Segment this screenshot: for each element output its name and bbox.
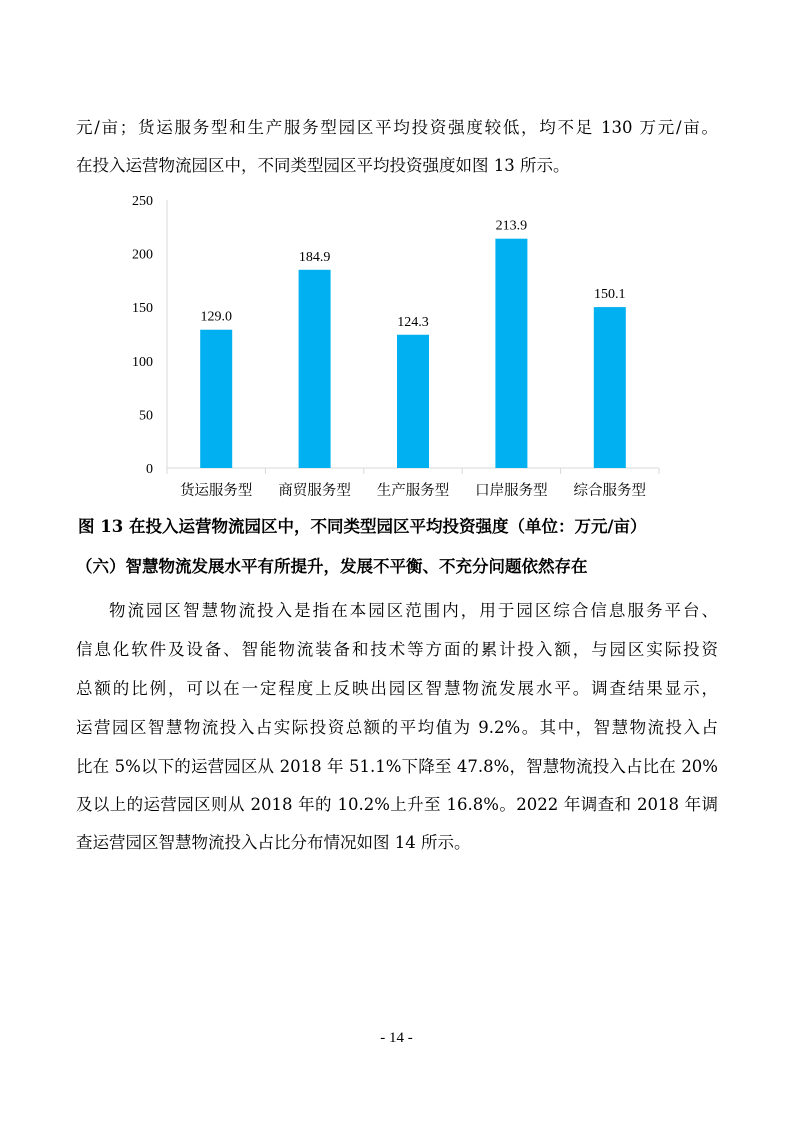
page-number: - 14 - (380, 1030, 413, 1046)
x-tick-label: 生产服务型 (376, 483, 450, 499)
body-text-line: 元/亩；货运服务型和生产服务型园区平均投资强度较低，均不足 130 万元/亩。 (76, 118, 718, 137)
y-tick-label: 50 (139, 408, 153, 424)
y-tick-label: 150 (132, 301, 153, 317)
x-tick-label: 商贸服务型 (278, 483, 351, 499)
bar (594, 307, 626, 468)
data-label: 213.9 (495, 218, 528, 234)
paragraph-line: 查运营园区智慧物流投入占比分布情况如图 14 所示。 (76, 833, 471, 852)
y-tick-label: 250 (132, 194, 153, 209)
y-tick-label: 100 (132, 354, 153, 370)
section-heading: （六）智慧物流发展水平有所提升，发展不平衡、不充分问题依然存在 (76, 557, 588, 576)
paragraph-line: 比在 5%以下的运营园区从 2018 年 51.1%下降至 47.8%，智慧物流投入占比在 20% (76, 757, 718, 776)
paragraph-line: 物流园区智慧物流投入是指在本园区范围内，用于园区综合信息服务平台、 (109, 601, 718, 620)
x-tick-label: 货运服务型 (179, 483, 253, 499)
bar-chart (0, 0, 793, 510)
bar (200, 330, 232, 468)
paragraph-line: 及以上的运营园区则从 2018 年的 10.2%上升至 16.8%。2022 年调查和 2018 年调 (76, 795, 718, 814)
paragraph-line: 运营园区智慧物流投入占实际投资总额的平均值为 9.2%。其中，智慧物流投入占 (76, 718, 718, 737)
bar (397, 335, 429, 468)
y-tick-label: 200 (132, 247, 153, 263)
bar (495, 239, 527, 468)
bar (299, 270, 331, 468)
data-label: 150.1 (594, 287, 626, 303)
x-tick-label: 口岸服务型 (475, 483, 548, 499)
figure-caption: 图 13 在投入运营物流园区中，不同类型园区平均投资强度（单位：万元/亩） (78, 517, 647, 536)
data-label: 129.0 (200, 309, 232, 325)
paragraph-line: 信息化软件及设备、智能物流装备和技术等方面的累计投入额，与园区实际投资 (76, 640, 718, 659)
data-label: 184.9 (298, 249, 331, 265)
y-tick-label: 0 (146, 462, 153, 477)
paragraph-line: 总额的比例，可以在一定程度上反映出园区智慧物流发展水平。调查结果显示， (76, 679, 718, 698)
x-tick-label: 综合服务型 (573, 483, 647, 499)
body-text-line: 在投入运营物流园区中，不同类型园区平均投资强度如图 13 所示。 (76, 156, 570, 175)
data-label: 124.3 (397, 314, 429, 330)
